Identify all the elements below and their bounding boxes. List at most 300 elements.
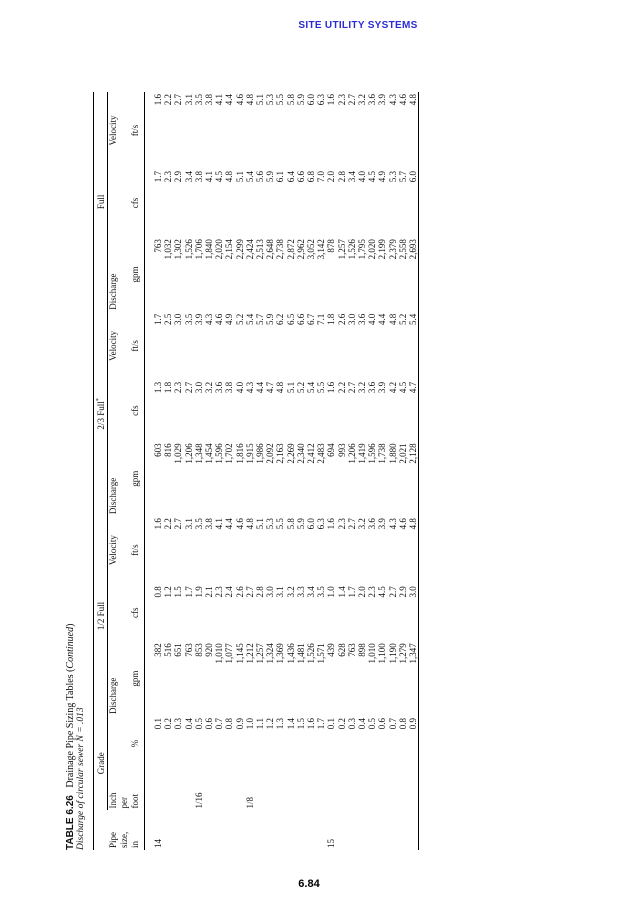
full-cfs-cell: 4.8 [224,170,235,183]
two-thirds-velocity-cell: 6.2 [275,313,286,326]
table-title-close: ) [65,623,76,627]
two-thirds-cfs-cell: 5.5 [316,381,327,394]
table-row [265,92,275,850]
full-gpm-cell: 2,199 [377,239,388,260]
half-cfs-cell: 2.4 [224,586,235,598]
half-cfs-cell: 2.6 [234,586,245,598]
full-gpm-cell: 3,052 [306,239,317,260]
half-cfs-cell: 3.0 [265,586,276,598]
half-cfs-cell: 3.1 [275,586,286,598]
two-thirds-gpm-cell: 1,419 [357,443,368,464]
full-velocity-cell: 3.6 [367,94,378,106]
half-cfs-cell: 2.3 [367,586,378,598]
half-velocity-cell: 1.6 [153,518,163,530]
table-row [347,92,357,850]
two-thirds-cfs-cell: 3.6 [214,381,225,394]
two-thirds-gpm-cell: 1,454 [204,443,215,464]
table-row [163,92,173,850]
table-subtitle: Discharge of circular sewer N = .013 [76,707,86,850]
two-thirds-velocity-cell: 4.4 [377,313,388,326]
percent-cell: 0.8 [397,717,408,730]
header-row-groups [94,92,108,850]
half-gpm-cell: 1,010 [214,643,225,664]
inch-per-foot-cell [145,771,164,811]
full-velocity-cell: 2.2 [163,94,174,106]
two-thirds-gpm-cell: 2,021 [397,443,408,464]
half-gpm-cell: 1,100 [377,643,388,664]
full-fps-header: ft/s [130,92,145,169]
two-thirds-velocity-cell: 5.2 [234,313,245,326]
table-row [367,92,377,850]
half-cfs-cell: 2.3 [214,586,225,598]
percent-cell: 1.0 [244,717,255,730]
half-gpm-cell: 853 [193,643,204,657]
two-thirds-gpm-cell: 2,128 [408,441,419,516]
full-velocity-cell: 3.8 [204,94,215,106]
table-row [326,92,336,850]
table-row [337,92,347,850]
half-gpm-header: gpm [130,641,145,716]
two-thirds-gpm-cell: 2,163 [275,443,286,464]
percent-cell: 1.3 [275,717,286,730]
half-gpm-cell: 382 [153,643,163,657]
pipe-size-cell [214,810,224,850]
two-thirds-velocity-cell: 5.9 [265,313,276,326]
half-velocity-cell: 5.1 [255,518,266,530]
half-velocity-cell: 4.6 [397,518,408,530]
percent-cell: 1.1 [255,717,266,730]
two-thirds-gpm-cell: 816 [163,443,174,457]
table-row [296,92,306,850]
two-thirds-cfs-cell: 2.2 [336,381,347,394]
inch-per-foot-cell [255,771,265,811]
table-row [316,92,326,850]
percent-cell: 1.4 [285,717,296,730]
pipe-size-cell [163,810,173,850]
table-row [275,92,285,850]
full-cfs-cell: 6.4 [285,170,296,183]
pipe-size-cell [255,810,265,850]
full-cfs-cell: 4.5 [367,170,378,183]
full-gpm-cell: 1,795 [357,239,368,260]
percent-cell: 0.5 [193,717,204,730]
pipe-size-label-1: Pipe [108,831,118,848]
caption-title-line [65,624,76,850]
pipe-size-cell [388,810,398,850]
half-velocity-cell: 5.3 [265,518,276,530]
half-cfs-cell: 4.5 [377,586,388,598]
full-velocity-cell: 1.6 [326,94,337,106]
table-row [255,92,265,850]
full-gpm-cell: 2,020 [367,239,378,260]
pipe-size-cell: 14 [153,839,163,848]
half-gpm-cell: 1,571 [316,643,327,664]
table-row [286,92,296,850]
half-cfs-cell: 3.4 [306,586,317,598]
inch-per-foot-cell [235,771,245,811]
half-velocity-cell: 3.9 [377,518,388,530]
full-velocity-cell: 5.5 [275,94,286,106]
half-cfs-cell: 2.7 [387,586,398,598]
full-gpm-cell: 2,558 [397,239,408,260]
inch-per-foot-cell: 1/8 [244,796,255,809]
inch-per-foot-cell [224,771,234,811]
pipe-size-cell [265,810,275,850]
half-velocity-header: Velocity [108,535,118,566]
half-cfs-cell: 3.0 [408,584,419,641]
two-thirds-gpm-header: gpm [130,441,145,516]
full-header: Full [94,92,108,312]
half-gpm-cell: 763 [183,643,194,657]
full-velocity-cell: 5.9 [295,94,306,106]
two-thirds-velocity-cell: 4.0 [367,313,378,326]
full-cfs-cell: 4.9 [377,170,388,183]
half-cfs-cell: 2.8 [255,586,266,598]
two-thirds-gpm-cell: 603 [153,443,163,457]
half-velocity-cell: 3.6 [367,518,378,530]
percent-cell: 0.7 [214,717,225,730]
half-discharge-header: Discharge [108,677,118,714]
two-thirds-gpm-cell: 1,816 [234,443,245,464]
half-velocity-cell: 5.8 [285,518,296,530]
percent-cell: 0.5 [367,717,378,730]
percent-cell: 0.9 [234,717,245,730]
two-thirds-fps-header: ft/s [130,312,145,380]
percent-cell: 0.7 [387,717,398,730]
inch-per-foot-cell [204,771,214,811]
two-thirds-velocity-cell: 4.8 [387,313,398,326]
inch-per-foot-cell [173,771,183,811]
two-thirds-velocity-cell: 5.4 [408,312,419,380]
two-thirds-discharge-header: Discharge [108,477,118,515]
table-row [398,92,408,850]
full-cfs-cell: 4.1 [204,170,215,183]
half-gpm-cell: 898 [357,643,368,657]
two-thirds-gpm-cell: 2,092 [265,443,276,464]
two-thirds-cfs-cell: 4.8 [275,381,286,394]
table-title-continued: Continued [65,626,76,669]
two-thirds-cfs-cell: 1.6 [326,381,337,394]
full-cfs-cell: 1.7 [153,170,163,183]
percent-cell: 0.6 [204,717,215,730]
two-thirds-velocity-cell: 3.0 [346,313,357,326]
rotated-table-block [65,90,545,850]
pipe-size-cell [408,810,419,850]
half-velocity-cell: 3.2 [357,518,368,530]
inch-per-foot-cell [163,771,173,811]
full-velocity-cell: 2.7 [346,94,357,106]
two-thirds-cfs-cell: 5.4 [306,381,317,394]
inch-per-foot-cell [367,771,377,811]
inch-per-foot-cell [337,771,347,811]
full-cfs-cell: 2.0 [326,170,337,183]
percent-cell: 0.6 [377,717,388,730]
pipe-size-cell [184,810,194,850]
full-cfs-cell: 6.8 [306,170,317,183]
full-cfs-cell: 2.9 [173,170,184,183]
half-gpm-cell: 1,145 [234,643,245,664]
full-velocity-cell: 4.6 [234,94,245,106]
two-thirds-velocity-cell: 6.5 [285,313,296,326]
full-velocity-cell: 4.3 [387,94,398,106]
two-thirds-cfs-cell: 2.7 [346,381,357,394]
half-cfs-cell: 2.9 [397,586,408,598]
two-thirds-cfs-cell: 1.3 [153,381,163,394]
full-cfs-cell: 5.4 [244,170,255,183]
inch-per-foot-cell: 1/16 [193,792,204,809]
half-full-header: 1/2 Full [94,516,108,716]
header-row-sub [108,92,120,850]
full-cfs-cell: 5.9 [265,170,276,183]
half-cfs-cell: 3.3 [295,586,306,598]
two-thirds-velocity-cell: 3.6 [357,313,368,326]
percent-cell: 0.3 [346,717,357,730]
full-cfs-cell: 3.4 [346,170,357,183]
full-velocity-cell: 3.2 [357,94,368,106]
inch-per-foot-label-3: foot [130,771,145,811]
percent-cell: 1.5 [295,717,306,730]
full-cfs-cell: 5.7 [397,170,408,183]
full-cfs-cell: 2.3 [163,170,174,183]
inch-per-foot-cell [408,771,419,811]
full-cfs-cell: 3.8 [193,170,204,183]
full-velocity-cell: 5.1 [255,94,266,106]
table-row [388,92,398,850]
half-velocity-cell: 2.7 [173,518,184,530]
full-cfs-cell: 6.1 [275,170,286,183]
pipe-size-cell [286,810,296,850]
percent-cell: 0.1 [153,717,163,730]
half-velocity-cell: 4.6 [234,518,245,530]
full-velocity-cell: 5.3 [265,94,276,106]
percent-cell: 1.2 [265,717,276,730]
full-velocity-cell: 4.8 [408,92,419,169]
pipe-size-cell [245,810,255,850]
percent-cell: 0.4 [357,717,368,730]
two-thirds-cfs-cell: 4.5 [397,381,408,394]
half-gpm-cell: 516 [163,643,174,657]
half-cfs-header: cfs [130,584,145,641]
two-thirds-velocity-cell: 2.6 [336,313,347,326]
percent-cell: 0.2 [336,717,347,730]
pipe-size-cell [173,810,183,850]
two-thirds-velocity-cell: 4.3 [204,313,215,326]
full-gpm-cell: 2,648 [265,239,276,260]
two-thirds-gpm-cell: 2,269 [285,443,296,464]
two-thirds-velocity-cell: 1.7 [153,313,163,326]
pipe-size-cell: 15 [326,839,337,848]
full-gpm-cell: 1,257 [336,239,347,260]
pipe-size-cell [347,810,357,850]
inch-per-foot-label-1: Inch [108,792,118,809]
inch-per-foot-cell [184,771,194,811]
two-thirds-velocity-cell: 4.6 [214,313,225,326]
inch-per-foot-cell [357,771,367,811]
inch-per-foot-cell [265,771,275,811]
half-cfs-cell: 1.0 [326,586,337,598]
half-gpm-cell: 1,010 [367,643,378,664]
percent-cell: 0.3 [173,717,184,730]
two-thirds-gpm-cell: 1,915 [244,443,255,464]
full-gpm-cell: 2,424 [244,239,255,260]
header-row-units [130,92,145,850]
two-thirds-cfs-cell: 4.7 [265,381,276,394]
full-cfs-cell: 6.6 [295,170,306,183]
table-row [235,92,245,850]
half-velocity-cell: 4.8 [244,518,255,530]
full-velocity-cell: 3.9 [377,94,388,106]
two-thirds-velocity-cell: 5.4 [244,313,255,326]
half-fps-header: ft/s [130,516,145,584]
two-thirds-full-header: 2/3 Full* [94,312,108,516]
two-thirds-cfs-cell: 3.8 [224,381,235,394]
full-gpm-cell: 2,962 [295,239,306,260]
table-row [184,92,194,850]
pipe-size-label-2: size, [119,831,129,848]
two-thirds-cfs-cell: 3.9 [377,381,388,394]
two-thirds-cfs-cell: 3.6 [367,381,378,394]
half-cfs-cell: 1.4 [336,586,347,598]
percent-cell: 1.6 [306,717,317,730]
full-velocity-cell: 2.3 [336,94,347,106]
inch-per-foot-cell [296,771,306,811]
table-row [194,92,204,850]
full-cfs-cell: 2.8 [336,170,347,183]
full-velocity-cell: 6.0 [306,94,317,106]
half-gpm-cell: 651 [173,643,184,657]
full-discharge-header: Discharge [108,273,118,310]
two-thirds-velocity-cell: 7.1 [316,313,327,326]
half-gpm-cell: 1,436 [285,643,296,664]
half-cfs-cell: 3.5 [316,586,327,598]
table-row [357,92,367,850]
percent-cell: 0.1 [326,717,337,730]
half-cfs-cell: 2.0 [357,586,368,598]
full-gpm-cell: 1,526 [346,239,357,260]
two-thirds-cfs-header: cfs [130,380,145,442]
table-row [145,92,164,850]
full-gpm-cell: 2,299 [234,239,245,260]
inch-per-foot-cell [316,771,326,811]
two-thirds-cfs-cell: 3.2 [204,381,215,394]
percent-cell: 1.7 [316,717,327,730]
half-cfs-cell: 0.8 [153,586,163,598]
full-velocity-cell: 4.6 [397,94,408,106]
half-gpm-cell: 1,212 [244,643,255,664]
pipe-size-cell [235,810,245,850]
table-title: Drainage Pipe Sizing Tables ( [65,668,76,788]
full-gpm-cell: 1,302 [173,239,184,260]
percent-header: % [130,716,145,771]
full-gpm-cell: 1,706 [193,239,204,260]
full-cfs-cell: 4.0 [357,170,368,183]
full-gpm-cell: 1,526 [183,239,194,260]
two-thirds-velocity-cell: 3.0 [173,313,184,326]
half-gpm-cell: 1,324 [265,643,276,664]
inch-per-foot-cell [377,771,387,811]
half-cfs-cell: 1.2 [163,586,174,598]
table-body [145,92,419,850]
two-thirds-gpm-cell: 694 [326,443,337,457]
half-cfs-cell: 2.1 [204,586,215,598]
full-velocity-cell: 4.1 [214,94,225,106]
half-cfs-cell: 1.5 [173,586,184,598]
two-thirds-gpm-cell: 2,412 [306,443,317,464]
two-thirds-velocity-cell: 2.5 [163,313,174,326]
two-thirds-gpm-cell: 1,986 [255,443,266,464]
table-number: TABLE 6.26 [65,795,76,850]
half-gpm-cell: 1,257 [255,643,266,664]
inch-per-foot-cell [306,771,316,811]
full-gpm-cell: 2,020 [214,239,225,260]
full-cfs-cell: 3.4 [183,170,194,183]
two-thirds-gpm-cell: 1,738 [377,443,388,464]
pipe-size-cell [204,810,214,850]
half-gpm-cell: 1,369 [275,643,286,664]
full-velocity-cell: 3.1 [183,94,194,106]
two-thirds-gpm-cell: 1,206 [183,443,194,464]
two-thirds-velocity-cell: 3.9 [193,313,204,326]
half-gpm-cell: 628 [336,643,347,657]
full-cfs-cell: 5.1 [234,170,245,183]
half-cfs-cell: 1.7 [183,586,194,598]
two-thirds-velocity-cell: 6.6 [295,313,306,326]
two-thirds-gpm-cell: 2,340 [295,443,306,464]
two-thirds-cfs-cell: 4.3 [244,381,255,394]
full-gpm-cell: 878 [326,239,337,253]
half-gpm-cell: 1,526 [306,643,317,664]
two-thirds-cfs-cell: 3.0 [193,381,204,394]
table-row [377,92,387,850]
percent-cell: 0.8 [224,717,235,730]
two-thirds-cfs-cell: 4.0 [234,381,245,394]
full-gpm-cell: 2,872 [285,239,296,260]
header-row-sub2 [119,92,130,850]
full-gpm-cell: 2,738 [275,239,286,260]
full-cfs-cell: 5.3 [387,170,398,183]
full-gpm-header: gpm [130,237,145,312]
table-row [214,92,224,850]
inch-per-foot-cell [275,771,285,811]
half-cfs-cell: 3.2 [285,586,296,598]
two-thirds-gpm-cell: 1,348 [193,443,204,464]
inch-per-foot-cell [286,771,296,811]
inch-per-foot-cell [214,771,224,811]
half-velocity-cell: 5.9 [295,518,306,530]
half-velocity-cell: 3.1 [183,518,194,530]
half-cfs-cell: 1.9 [193,586,204,598]
half-velocity-cell: 4.4 [224,518,235,530]
two-thirds-velocity-cell: 1.8 [326,313,337,326]
two-thirds-gpm-cell: 1,206 [346,443,357,464]
half-velocity-cell: 4.1 [214,518,225,530]
half-velocity-cell: 3.5 [193,518,204,530]
two-thirds-velocity-cell: 4.9 [224,313,235,326]
percent-cell: 0.4 [183,717,194,730]
table-row [204,92,214,850]
full-velocity-cell: 4.8 [244,94,255,106]
full-cfs-cell: 7.0 [316,170,327,183]
half-gpm-cell: 1,077 [224,643,235,664]
two-thirds-gpm-cell: 1,029 [173,443,184,464]
half-velocity-cell: 1.6 [326,518,337,530]
table-row [224,92,234,850]
full-velocity-cell: 3.5 [193,94,204,106]
full-gpm-cell: 2,379 [387,239,398,260]
two-thirds-velocity-header: Velocity [108,330,118,361]
pipe-size-cell [398,810,408,850]
inch-per-foot-cell [326,771,336,811]
